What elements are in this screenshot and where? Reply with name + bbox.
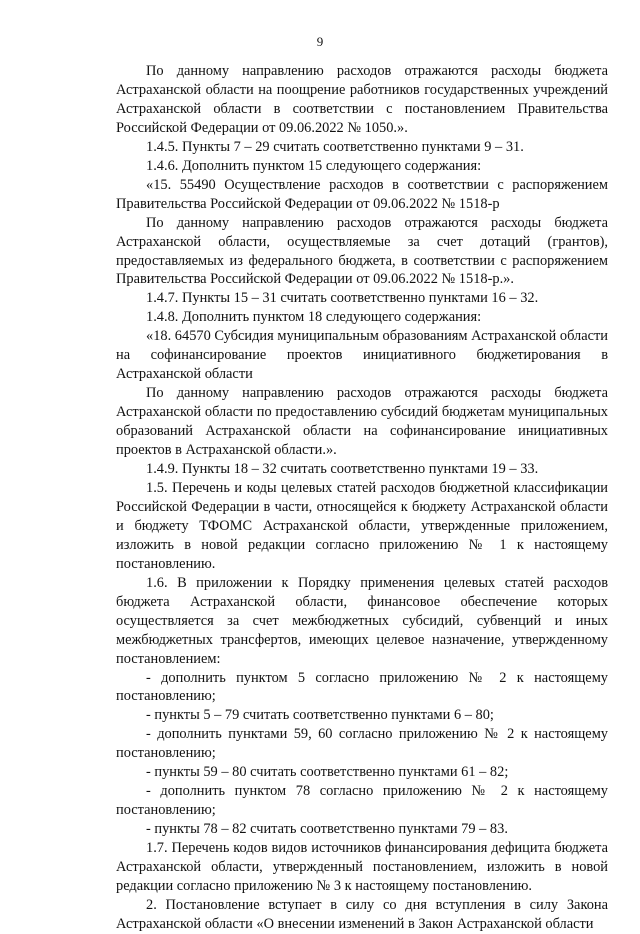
- paragraph-item-15: «15. 55490 Осуществление расходов в соответствии с распоряжением Правительства Российской Федерации от 09.06.2022 № 1518-р: [116, 176, 608, 212]
- paragraph-1-5: 1.5. Перечень и коды целевых статей расходов бюджетной классификации Российской Федерации в части, относящейся к бюджету Астраханской области и бюджету ТФОМС Астраханской области, утвержденные приложением, изложить в новой редакции согласно приложению № 1 к настоящему постановлению.: [116, 479, 608, 572]
- list-item-renumber-59-80: - пункты 59 – 80 считать соответственно пунктами 61 – 82;: [146, 764, 509, 781]
- list-item-add-78: - дополнить пунктом 78 согласно приложению № 2 к настоящему постановлению;: [116, 783, 608, 819]
- list-item-renumber-5-79: - пункты 5 – 79 считать соответственно пунктами 6 – 80;: [146, 707, 494, 724]
- paragraph-2: 2. Постановление вступает в силу со дня вступления в силу Закона Астраханской области «О внесении изменений в Закон Астраханской области: [116, 896, 608, 932]
- paragraph-1-4-9: 1.4.9. Пункты 18 – 32 считать соответственно пунктами 19 – 33.: [146, 461, 539, 478]
- paragraph-item-18: «18. 64570 Субсидия муниципальным образованиям Астраханской области на софинансирование проектов инициативного бюджетирования в Астраханской области: [116, 328, 608, 383]
- paragraph-1-4-5: 1.4.5. Пункты 7 – 29 считать соответственно пунктами 9 – 31.: [146, 138, 524, 155]
- paragraph-1-6: 1.6. В приложении к Порядку применения целевых статей расходов бюджета Астраханской области, финансовое обеспечение которых осуществляется за счет межбюджетных субсидий, субвенций и иных межбюджетных трансфертов, имеющих целевое назначение, утвержденному постановлением:: [116, 574, 608, 667]
- paragraph-item-15-description: По данному направлению расходов отражаются расходы бюджета Астраханской области, осуществляемые за счет дотаций (грантов), предоставляемых из федерального бюджета, в соответствии с распоряжением Правительства Российской Федерации от 09.06.2022 № 1518-р.».: [116, 214, 608, 288]
- paragraph-incentive-expenses: По данному направлению расходов отражаются расходы бюджета Астраханской области на поощрение работников государственных учреждений Астраханской области в соответствии с постановлением Правительства Российской Федерации от 09.06.2022 № 1050.».: [116, 63, 608, 136]
- list-item-add-5: - дополнить пунктом 5 согласно приложению № 2 к настоящему постановлению;: [116, 669, 608, 705]
- paragraph-1-7: 1.7. Перечень кодов видов источников финансирования дефицита бюджета Астраханской области, утвержденный постановлением, изложить в новой редакции согласно приложению № 3 к настоящему постановлению.: [116, 840, 608, 894]
- paragraph-item-18-description: По данному направлению расходов отражаются расходы бюджета Астраханской области по предоставлению субсидий бюджетам муниципальных образований Астраханской области на софинансирование инициативных проектов в Астраханской области.».: [116, 385, 608, 459]
- paragraph-1-4-6: 1.4.6. Дополнить пунктом 15 следующего содержания:: [146, 157, 482, 174]
- list-item-renumber-78-82: - пункты 78 – 82 считать соответственно пунктами 79 – 83.: [146, 821, 508, 838]
- page-number: 9: [316, 34, 324, 49]
- list-item-add-59-60: - дополнить пунктами 59, 60 согласно приложению № 2 к настоящему постановлению;: [116, 726, 608, 762]
- document-body: [116, 62, 608, 934]
- paragraph-1-4-7: 1.4.7. Пункты 15 – 31 считать соответственно пунктами 16 – 32.: [146, 290, 539, 307]
- paragraph-1-4-8: 1.4.8. Дополнить пунктом 18 следующего содержания:: [146, 309, 482, 326]
